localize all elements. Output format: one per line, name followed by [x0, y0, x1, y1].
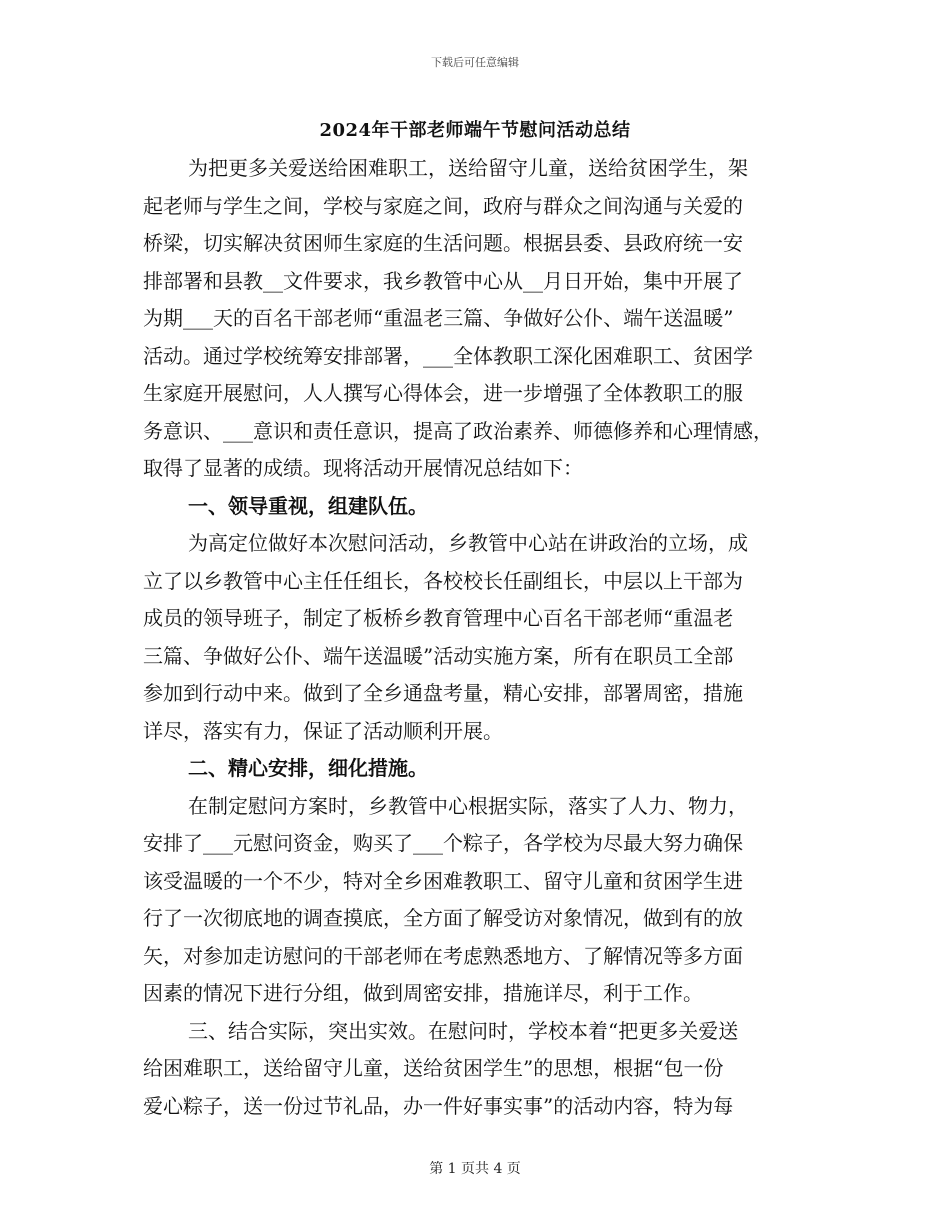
- paragraph-line: 爱心粽子，送一份过节礼品，办一件好事实事”的活动内容，特为每: [143, 1093, 734, 1118]
- paragraph-line: 取得了显著的成绩。现将活动开展情况总结如下：: [143, 456, 583, 480]
- section-heading: 二、精心安排，细化措施。: [188, 756, 428, 780]
- paragraph-line: 给困难职工，送给留守儿童，送给贫困学生”的思想，根据“包一份: [143, 1056, 724, 1080]
- paragraph-line: 行了一次彻底地的调查摸底，全方面了解受访对象情况，做到有的放: [143, 906, 743, 930]
- paragraph-line: 成员的领导班子，制定了板桥乡教育管理中心百名干部老师“重温老: [143, 606, 734, 630]
- paragraph-line: 三篇、争做好公仆、端午送温暖”活动实施方案，所有在职员工全部: [143, 643, 734, 668]
- paragraph-line: 排部署和县教__文件要求，我乡教管中心从__月日开始，集中开展了: [143, 268, 743, 293]
- paragraph-line: 务意识、___意识和责任意识，提高了政治素养、师德修养和心理情感，: [143, 418, 773, 443]
- paragraph-line: 活动。通过学校统筹安排部署，___全体教职工深化困难职工、贫困学: [143, 343, 753, 368]
- header-note: 下载后可任意编辑: [431, 56, 519, 69]
- paragraph-line: 生家庭开展慰问，人人撰写心得体会，进一步增强了全体教职工的服: [143, 381, 743, 405]
- paragraph-line: 起老师与学生之间，学校与家庭之间，政府与群众之间沟通与关爱的: [143, 193, 743, 218]
- paragraph-line: 为高定位做好本次慰问活动，乡教管中心站在讲政治的立场，成: [188, 531, 748, 555]
- section-heading: 一、领导重视，组建队伍。: [188, 493, 428, 518]
- paragraph-line: 该受温暖的一个不少，特对全乡困难教职工、留守儿童和贫困学生进: [143, 868, 743, 893]
- paragraph-line: 安排了___元慰问资金，购买了___个粽子，各学校为尽最大努力确保: [143, 831, 743, 855]
- paragraph-line: 立了以乡教管中心主任任组长，各校校长任副组长，中层以上干部为: [143, 568, 743, 593]
- paragraph-line: 因素的情况下进行分组，做到周密安排，措施详尽，利于工作。: [143, 981, 703, 1005]
- paragraph-line: 详尽，落实有力，保证了活动顺利开展。: [143, 718, 503, 743]
- paragraph-line: 在制定慰问方案时，乡教管中心根据实际，落实了人力、物力，: [188, 793, 748, 818]
- page-footer: 第 1 页共 4 页: [429, 1161, 521, 1177]
- document-title: 2024年干部老师端午节慰问活动总结: [319, 120, 631, 141]
- document-body: [143, 150, 819, 1125]
- paragraph-line: 矢，对参加走访慰问的干部老师在考虑熟悉地方、了解情况等多方面: [143, 943, 743, 968]
- paragraph-line: 三、结合实际，突出实效。在慰问时，学校本着“把更多关爱送: [188, 1018, 739, 1043]
- paragraph-line: 为期___天的百名干部老师“重温老三篇、争做好公仆、端午送温暖”: [143, 306, 734, 330]
- paragraph-line: 桥梁，切实解决贫困师生家庭的生活问题。根据县委、县政府统一安: [143, 231, 743, 255]
- paragraph-line: 参加到行动中来。做到了全乡通盘考量，精心安排，部署周密，措施: [143, 681, 743, 705]
- paragraph-line: 为把更多关爱送给困难职工，送给留守儿童，送给贫困学生，架: [188, 156, 748, 180]
